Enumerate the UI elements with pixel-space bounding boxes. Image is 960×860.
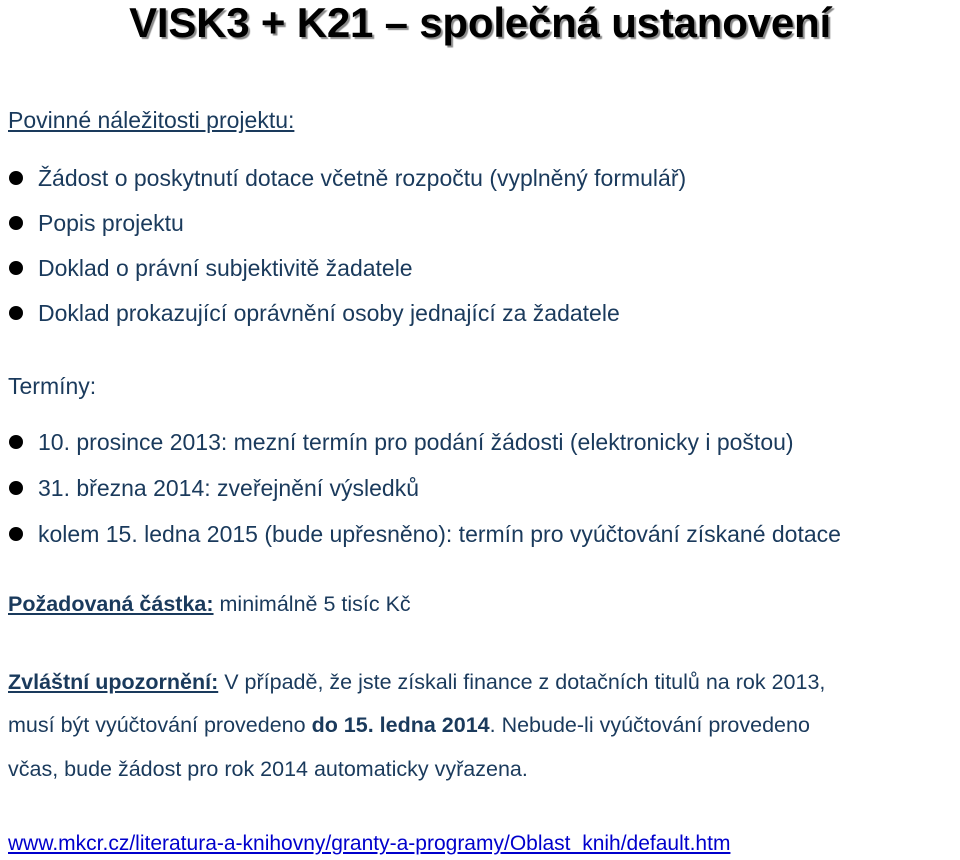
bullet-icon (9, 216, 23, 230)
list-item: 10. prosince 2013: mezní termín pro podání žádosti (elektronicky i poštou) (8, 428, 841, 474)
bullet-icon (9, 435, 23, 449)
required-list (8, 164, 686, 344)
notice-deadline: do 15. ledna 2014 (311, 713, 490, 737)
notice-text-2b: . Nebude-li vyúčtování provedeno (489, 713, 810, 737)
notice-text-2a: musí být vyúčtování provedeno (8, 713, 312, 737)
amount-label: Požadovaná částka: (8, 592, 214, 616)
deadlines-list (8, 428, 841, 566)
list-item: 31. března 2014: zveřejnění výsledků (8, 474, 841, 520)
notice-label: Zvláštní upozornění: (8, 670, 219, 694)
bullet-icon (9, 481, 23, 495)
program-link[interactable]: www.mkcr.cz/literatura-a-knihovny/granty-a-programy/Oblast_knih/default.htm (8, 832, 731, 855)
required-heading: Povinné náležitosti projektu: (8, 107, 295, 133)
list-item: kolem 15. ledna 2015 (bude upřesněno): termín pro vyúčtování získané dotace (8, 520, 841, 566)
notice-line-1 (8, 668, 825, 696)
notice-line-2 (8, 711, 810, 739)
bullet-icon (9, 527, 23, 541)
list-item: Žádost o poskytnutí dotace včetně rozpočtu (vyplněný formulář) (8, 164, 686, 209)
bullet-icon (9, 171, 23, 185)
amount-line (8, 590, 411, 618)
notice-line-3: včas, bude žádost pro rok 2014 automaticky vyřazena. (8, 757, 528, 781)
list-item: Popis projektu (8, 209, 686, 254)
deadlines-heading: Termíny: (8, 373, 97, 399)
notice-text-1: V případě, že jste získali finance z dotačních titulů na rok 2013, (224, 670, 826, 694)
list-item: Doklad o právní subjektivitě žadatele (8, 254, 686, 299)
bullet-icon (9, 306, 23, 320)
list-item: Doklad prokazující oprávnění osoby jednající za žadatele (8, 299, 686, 344)
bullet-icon (9, 261, 23, 275)
amount-value: minimálně 5 tisíc Kč (219, 592, 411, 616)
page-title: VISK3 + K21 – společná ustanovení (129, 0, 831, 46)
